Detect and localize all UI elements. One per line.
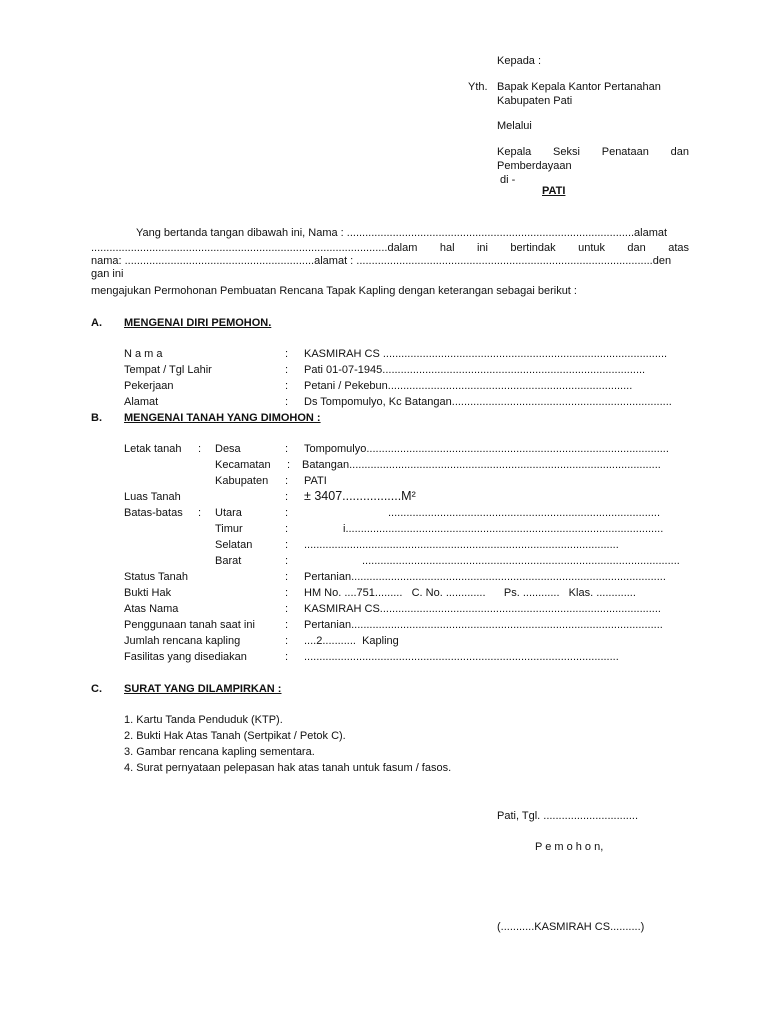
field-label-fasilitas: Fasilitas yang disediakan (124, 651, 247, 663)
via-line-2: Pemberdayaan (497, 160, 572, 172)
melalui-label: Melalui (497, 120, 532, 132)
attachment-item: 3. Gambar rencana kapling sementara. (124, 746, 315, 758)
section-c-letter: C. (91, 683, 102, 695)
via-word: Kepala (497, 146, 532, 158)
colon: : (198, 443, 202, 455)
colon: : (285, 651, 289, 663)
colon: : (285, 635, 289, 647)
field-label-pekerjaan: Pekerjaan (124, 380, 174, 392)
field-value-nama: KASMIRAH CS ............................................................................................. (304, 348, 668, 360)
colon: : (287, 459, 291, 471)
section-c-title: SURAT YANG DILAMPIRKAN : (124, 683, 282, 695)
attachment-item: 1. Kartu Tanda Penduduk (KTP). (124, 714, 283, 726)
via-word: Penataan (601, 146, 649, 158)
section-a-title: MENGENAI DIRI PEMOHON. (124, 317, 272, 329)
colon: : (285, 555, 289, 567)
field-value-luas-tanah: ± 3407.................M² (304, 489, 416, 503)
colon: : (285, 491, 289, 503)
field-label-nama: N a m a (124, 348, 163, 360)
section-a-letter: A. (91, 317, 102, 329)
field-label-atas-nama: Atas Nama (124, 603, 179, 615)
applicant-name: (...........KASMIRAH CS..........) (497, 921, 645, 933)
intro-line-5: mengajukan Permohonan Pembuatan Rencana Tapak Kapling dengan keterangan sebagai berikut : (91, 285, 577, 297)
intro-word: bertindak (510, 242, 556, 254)
attachment-item: 4. Surat pernyataan pelepasan hak atas tanah untuk fasum / fasos. (124, 762, 452, 774)
attachment-item: 2. Bukti Hak Atas Tanah (Sertpikat / Petok C). (124, 730, 346, 742)
via-line-1 (497, 146, 689, 158)
colon: : (285, 619, 289, 631)
kepada-label: Kepada : (497, 55, 542, 67)
field-label-kecamatan: Kecamatan (215, 459, 271, 471)
intro-word: dan (627, 242, 646, 254)
field-label-penggunaan-tanah: Penggunaan tanah saat ini (124, 619, 255, 631)
field-label-bukti-hak: Bukti Hak (124, 587, 172, 599)
via-word: Seksi (553, 146, 580, 158)
field-label-alamat: Alamat (124, 396, 159, 408)
place-date: Pati, Tgl. ............................... (497, 810, 639, 822)
field-value-status-tanah: Pertanian....................................................................................................... (304, 571, 666, 583)
intro-line-1: Yang bertanda tangan dibawah ini, Nama : ..............................................................................................alamat (136, 227, 668, 239)
field-value-desa: Tompomulyo................................................................................................... (304, 443, 669, 455)
field-value-ttl: Pati 01-07-1945...................................................................................... (304, 364, 646, 376)
colon: : (285, 396, 289, 408)
field-label-ttl: Tempat / Tgl Lahir (124, 364, 212, 376)
intro-line-3: nama: ..............................................................alamat : .................................................................................................den (91, 255, 672, 267)
field-label-jumlah-kapling: Jumlah rencana kapling (124, 635, 241, 647)
recipient-line-1: Bapak Kepala Kantor Pertanahan (497, 81, 661, 93)
field-label-desa: Desa (215, 443, 241, 455)
field-value-fasilitas: ....................................................................................................... (304, 651, 619, 663)
intro-line-4: gan ini (91, 268, 124, 280)
recipient-line-2: Kabupaten Pati (497, 95, 573, 107)
colon: : (285, 571, 289, 583)
intro-word: ini (476, 242, 488, 254)
field-value-selatan: ....................................................................................................... (304, 539, 619, 551)
field-value-kabupaten: PATI (304, 475, 327, 487)
intro-line-2 (91, 242, 689, 254)
intro-word: untuk (578, 242, 605, 254)
applicant-label: P e m o h o n, (535, 841, 604, 853)
field-label-luas-tanah: Luas Tanah (124, 491, 181, 503)
colon: : (285, 348, 289, 360)
field-value-bukti-hak: HM No. ....751......... C. No. ............. Ps. ............ Klas. ............. (304, 587, 636, 599)
field-value-utara: ......................................................................................... (388, 507, 660, 519)
colon: : (285, 587, 289, 599)
colon: : (285, 443, 289, 455)
field-value-timur: i........................................................................................................ (343, 523, 664, 535)
via-word: dan (670, 146, 689, 158)
field-value-penggunaan-tanah: Pertanian...................................................................................................... (304, 619, 663, 631)
field-value-kecamatan: Batangan...................................................................................................... (302, 459, 661, 471)
field-label-kabupaten: Kabupaten (215, 475, 269, 487)
yth-label: Yth. (468, 81, 488, 93)
intro-word: atas (668, 242, 689, 254)
intro-word: .................................................................................................dalam (91, 242, 418, 254)
di-label: di - (500, 174, 516, 186)
section-b-letter: B. (91, 412, 102, 424)
colon: : (285, 539, 289, 551)
field-label-timur: Timur (215, 523, 243, 535)
colon: : (285, 523, 289, 535)
colon: : (285, 507, 289, 519)
colon: : (285, 475, 289, 487)
field-value-alamat: Ds Tompomulyo, Kc Batangan........................................................................ (304, 396, 672, 408)
field-value-pekerjaan: Petani / Pekebun................................................................................ (304, 380, 633, 392)
field-value-barat: ........................................................................................................ (362, 555, 680, 567)
field-value-jumlah-kapling: ....2........... Kapling (304, 635, 399, 647)
field-label-status-tanah: Status Tanah (124, 571, 189, 583)
field-label-utara: Utara (215, 507, 242, 519)
field-label-selatan: Selatan (215, 539, 253, 551)
city-name: PATI (542, 185, 566, 197)
section-b-title: MENGENAI TANAH YANG DIMOHON : (124, 412, 321, 424)
field-label-letak-tanah: Letak tanah (124, 443, 182, 455)
colon: : (285, 603, 289, 615)
intro-word: hal (439, 242, 455, 254)
colon: : (285, 364, 289, 376)
colon: : (198, 507, 202, 519)
colon: : (285, 380, 289, 392)
field-value-atas-nama: KASMIRAH CS............................................................................................ (304, 603, 661, 615)
field-label-barat: Barat (215, 555, 242, 567)
field-label-batas-batas: Batas-batas (124, 507, 183, 519)
